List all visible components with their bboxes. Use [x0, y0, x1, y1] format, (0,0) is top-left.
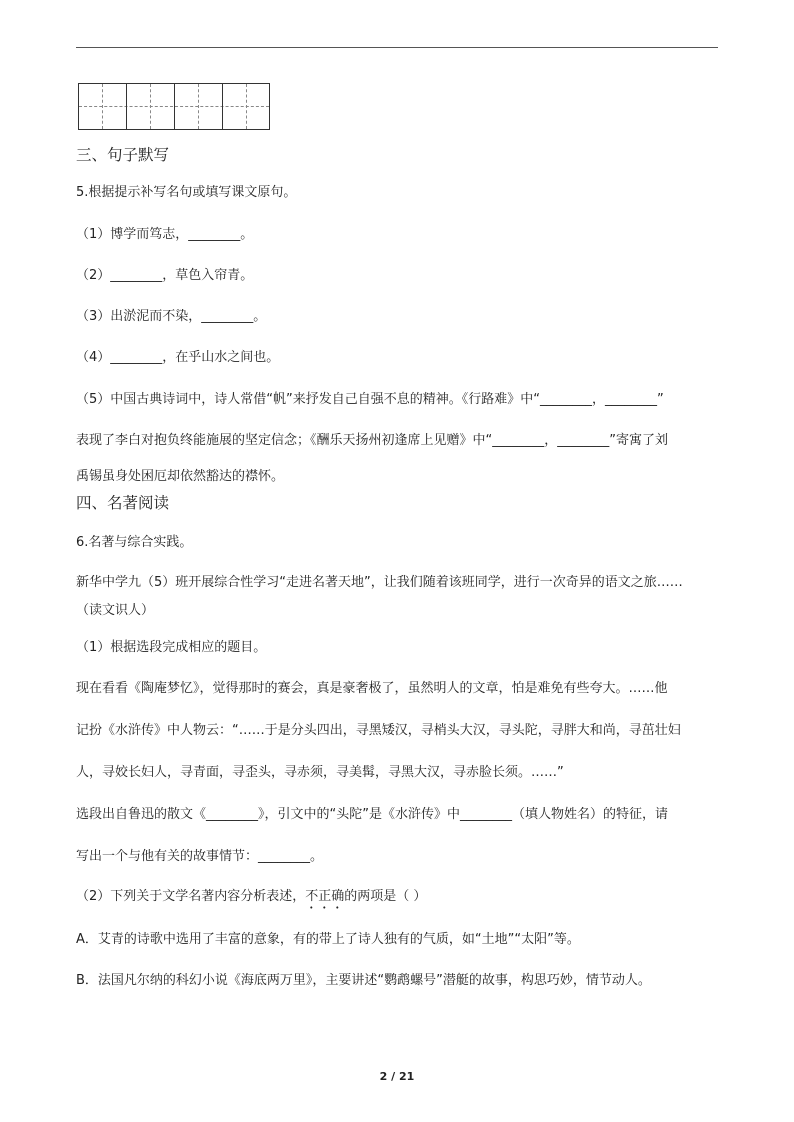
- q6-intro-line-1: 新华中学九（5）班开展综合性学习“走进名著天地”，让我们随着该班同学，进行一次奇异的语文之旅……: [76, 575, 683, 590]
- q6-option-a: A．艾青的诗歌中选用了丰富的意象，有的带上了诗人独有的气质，如“土地”“太阳”等。: [76, 932, 580, 947]
- q6-passage-line-1: 现在看看《陶庵梦忆》，觉得那时的赛会，真是豪奢极了，虽然明人的文章，怕是难免有些夸大。……他: [76, 681, 668, 696]
- grid-cell-divider: [126, 84, 127, 129]
- q5-item-2: （2）________，草色入帘青。: [76, 268, 254, 283]
- q5-item-5-line-1: （5）中国古典诗词中，诗人常借“帆”来抒发自己自强不息的精神。《行路难》中“________，________”: [76, 392, 664, 407]
- q6-option-b: B．法国凡尔纳的科幻小说《海底两万里》，主要讲述“鹦鹉螺号”潜艇的故事，构思巧妙，情节动人。: [76, 973, 651, 988]
- q6-intro-line-2: （读文识人）: [76, 603, 155, 618]
- q6-passage-line-3: 人，寻姣长妇人，寻青面，寻歪头，寻赤须，寻美髯，寻黑大汉，寻赤脸长须。……”: [76, 765, 564, 780]
- grid-cell-divider: [174, 84, 175, 129]
- q5-item-5-line-3: 禹锡虽身处困厄却依然豁达的襟怀。: [76, 469, 285, 484]
- q6-sub-2: [76, 888, 426, 912]
- q5-item-4: （4）________，在乎山水之间也。: [76, 350, 280, 365]
- grid-dash-vertical: [246, 84, 247, 129]
- grid-cell-divider: [222, 84, 223, 129]
- q6-sub-2-emphasis: 不正确: [305, 889, 345, 904]
- writing-grid: [78, 83, 270, 130]
- section-title-3: 三、句子默写: [76, 146, 170, 164]
- header-rule: [76, 47, 718, 48]
- q6-question-line-2: 写出一个与他有关的故事情节：________。: [76, 849, 324, 864]
- q6-sub-2-post: 的两项是（ ）: [344, 889, 427, 904]
- q6-sub-1: （1）根据选段完成相应的题目。: [76, 640, 267, 655]
- q5-item-1: （1）博学而笃志，________。: [76, 227, 254, 242]
- section-title-4: 四、名著阅读: [76, 494, 170, 512]
- grid-dash-vertical: [150, 84, 151, 129]
- q6-question-line-1: 选段出自鲁迅的散文《________》，引文中的“头陀”是《水浒传》中________（填人物姓名）的特征，请: [76, 807, 668, 822]
- grid-dash-vertical: [198, 84, 199, 129]
- q6-passage-line-2: 记扮《水浒传》中人物云：“……于是分头四出，寻黑矮汉，寻梢头大汉，寻头陀，寻胖大和尚，寻茁壮妇: [76, 723, 681, 738]
- page-number: 2 / 21: [379, 1070, 415, 1083]
- q6-sub-2-pre: （2）下列关于文学名著内容分析表述，: [76, 889, 306, 904]
- q5-item-5-line-2: 表现了李白对抱负终能施展的坚定信念；《酬乐天扬州初逢席上见赠》中“________，________”寄寓了刘: [76, 433, 668, 448]
- q6-prompt: 6.名著与综合实践。: [76, 535, 193, 550]
- q5-prompt: 5.根据提示补写名句或填写课文原句。: [76, 185, 297, 200]
- q5-item-3: （3）出淤泥而不染，________。: [76, 309, 267, 324]
- grid-dash-vertical: [102, 84, 103, 129]
